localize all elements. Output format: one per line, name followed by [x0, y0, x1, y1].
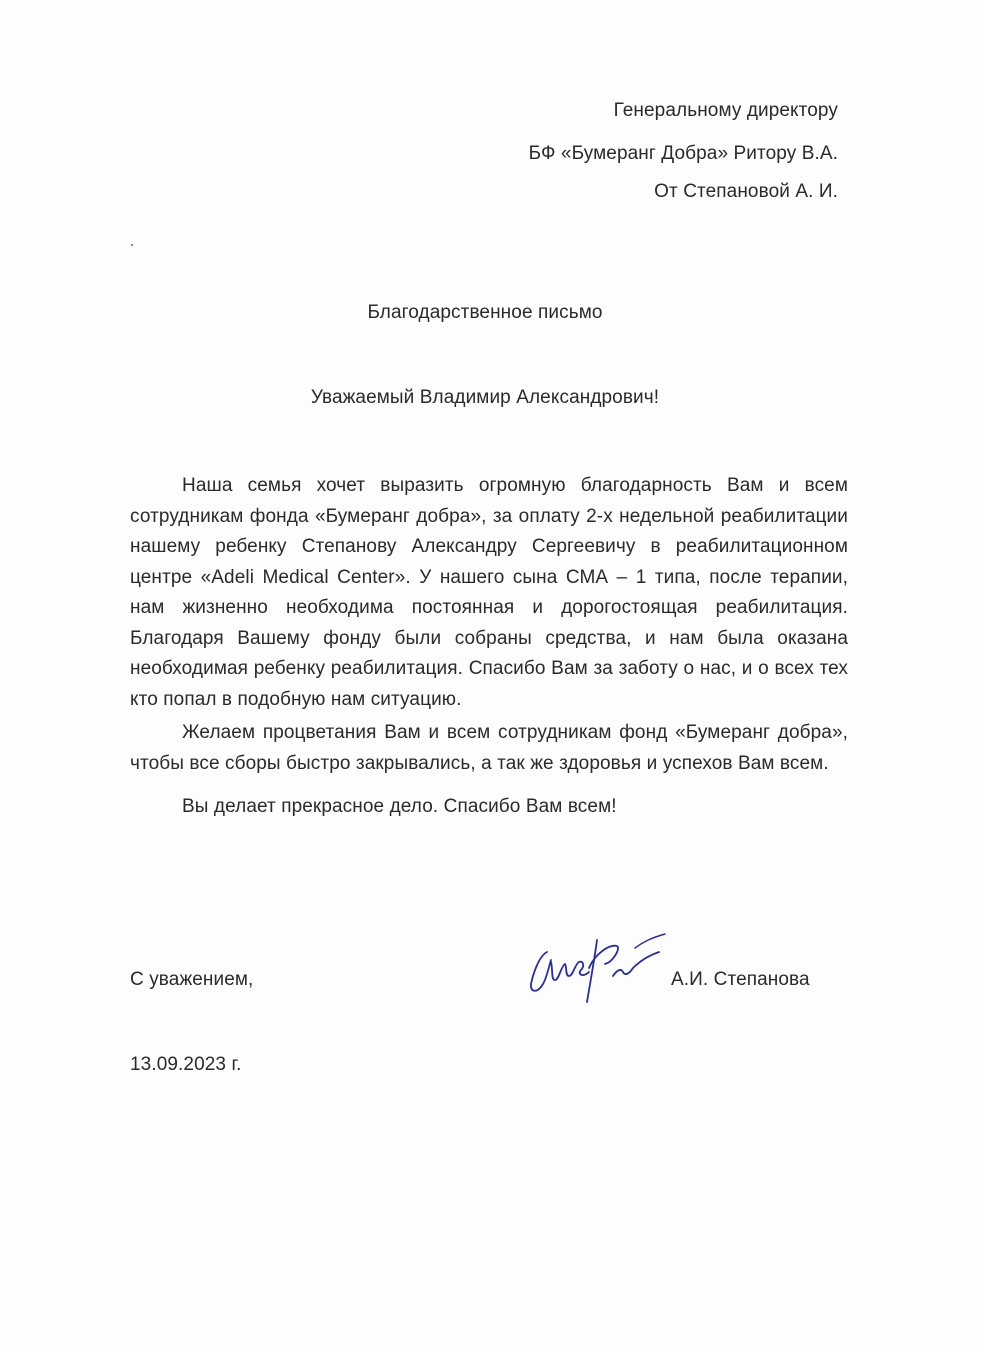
closing-phrase: С уважением,	[130, 969, 254, 990]
handwritten-signature	[525, 922, 675, 1012]
addressee-line-sender: От Степановой А. И.	[654, 181, 838, 202]
letter-date: 13.09.2023 г.	[130, 1054, 242, 1075]
letter-paragraph-wishes: Желаем процветания Вам и всем сотрудникам фонд «Бумеранг добра», чтобы все сборы быстро закрывались, а так же здоровья и успехов Вам всем.	[130, 722, 848, 774]
letter-salutation: Уважаемый Владимир Александрович!	[310, 387, 660, 408]
addressee-line-recipient-title: Генеральному директору	[613, 100, 838, 121]
signer-name: А.И. Степанова	[671, 969, 810, 990]
letter-paragraph-thanks: Вы делает прекрасное дело. Спасибо Вам всем!	[182, 796, 617, 817]
letter-paragraph-gratitude: Наша семья хочет выразить огромную благодарность Вам и всем сотрудникам фонда «Бумеранг добра», за оплату 2-х недельной реабилитации нашему ребенку Степанову Александру Сергеевичу в реабилитационном центре «Adeli Medical Center». У нашего сына СМА – 1 типа, после терапии, нам жизненно необходима постоянная и дорогостоящая реабилитация. Благодаря Вашему фонду были собраны средства, и нам была оказана необходимая ребенку реабилитация. Спасибо Вам за заботу о нас, и о всех тех кто попал в подобную нам ситуацию.	[130, 475, 848, 710]
letter-title: Благодарственное письмо	[367, 302, 603, 323]
addressee-line-recipient-name: БФ «Бумеранг Добра» Ритору В.А.	[528, 143, 838, 164]
stray-dot	[131, 244, 133, 246]
